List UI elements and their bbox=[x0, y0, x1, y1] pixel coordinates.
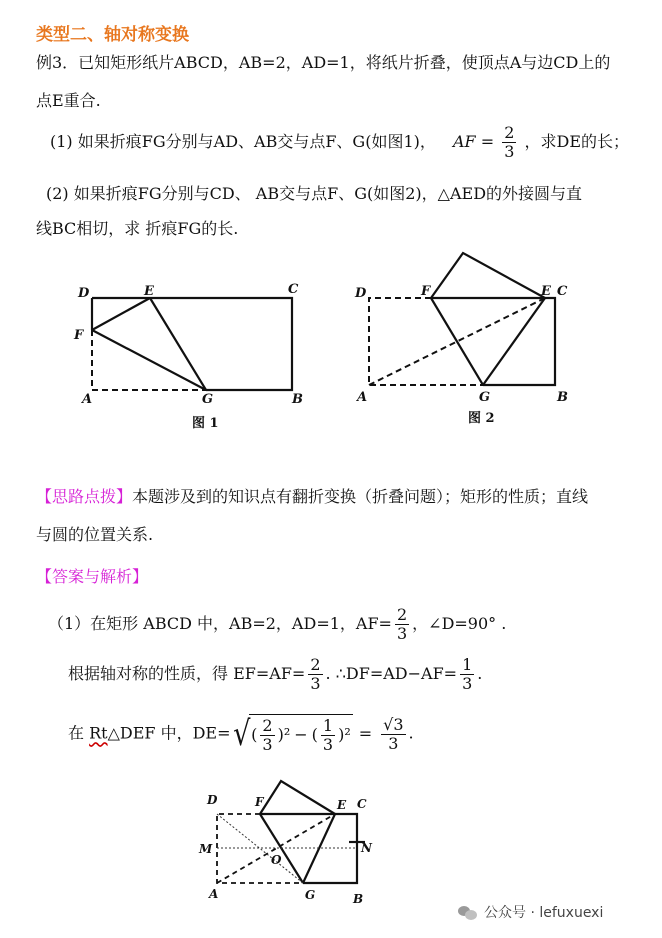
solution-line-2 bbox=[68, 656, 482, 693]
fraction-numerator: 2 bbox=[396, 605, 408, 624]
fraction-denominator: 3 bbox=[322, 735, 334, 754]
fig1-rect-solid bbox=[92, 298, 292, 390]
fraction-denominator: 3 bbox=[310, 674, 321, 693]
solution-3-open-1: ( bbox=[251, 725, 258, 744]
fig3-label-c: C bbox=[357, 797, 367, 811]
fraction-denominator: 3 bbox=[504, 142, 515, 161]
solution-3-square-1: )² bbox=[277, 725, 291, 744]
fraction-numerator: 2 bbox=[310, 655, 321, 674]
fig1-label-a: A bbox=[82, 392, 93, 407]
fig2-folded-flap bbox=[431, 253, 545, 298]
fig3-label-o: O bbox=[271, 853, 282, 867]
fig1-label-f: F bbox=[74, 328, 84, 343]
fig2-caption: 图 2 bbox=[468, 411, 495, 426]
solution-1-fraction bbox=[395, 606, 409, 643]
fraction-numerator: √3 bbox=[383, 714, 404, 734]
fig2-label-g: G bbox=[479, 390, 491, 405]
fraction-numerator: 2 bbox=[504, 123, 515, 142]
fig1-caption: 图 1 bbox=[192, 416, 219, 431]
solution-2-fraction-1 bbox=[308, 656, 322, 693]
question-1-suffix: ，求DE的长； bbox=[524, 132, 630, 151]
solution-line-3 bbox=[68, 714, 414, 754]
fig3-label-f: F bbox=[255, 795, 264, 809]
solution-3-open-2: ( bbox=[311, 725, 318, 744]
hint-text-1: 本题涉及到的知识点有翻折变换（折叠问题）；矩形的性质；直线 bbox=[132, 487, 589, 506]
solution-3-equals: = bbox=[358, 723, 373, 743]
solution-3-prefix-2: △DEF 中，DE= bbox=[107, 723, 231, 743]
fraction-denominator: 3 bbox=[388, 733, 399, 753]
fig1-label-e: E bbox=[144, 284, 154, 299]
solution-2-fraction-2 bbox=[460, 656, 474, 693]
fig2-dashed-outline bbox=[369, 298, 483, 385]
fig3-label-e: E bbox=[337, 798, 347, 812]
fraction-denominator: 3 bbox=[462, 674, 473, 693]
solution-2-mid: . ∴DF=AD−AF= bbox=[325, 664, 458, 683]
solution-3-result-fraction bbox=[381, 716, 405, 753]
fig1-label-g: G bbox=[202, 392, 214, 407]
fig3-label-d: D bbox=[207, 793, 218, 807]
fig1-label-b: B bbox=[292, 392, 303, 407]
problem-line-2: 点E重合. bbox=[36, 91, 101, 110]
fig3-label-g: G bbox=[305, 888, 316, 902]
solution-3-prefix-1: 在 bbox=[68, 723, 90, 743]
solution-3-fraction-b bbox=[321, 717, 335, 754]
question-1-fraction bbox=[502, 124, 516, 161]
fraction-denominator: 3 bbox=[396, 624, 408, 643]
hint-line-1 bbox=[36, 486, 588, 508]
fig3-label-a: A bbox=[209, 887, 219, 901]
section-title: 类型二、轴对称变换 bbox=[36, 25, 189, 45]
fig1-label-d: D bbox=[78, 286, 90, 301]
sqrt-radical: √ bbox=[232, 714, 251, 754]
fig2-label-f: F bbox=[421, 284, 431, 299]
solution-2-prefix: 根据轴对称的性质，得 EF=AF= bbox=[68, 664, 306, 683]
fraction-numerator: 2 bbox=[262, 716, 273, 735]
solution-3-suffix: . bbox=[408, 723, 414, 743]
sqrt-radicand bbox=[249, 714, 353, 754]
question-1-var: AF = bbox=[452, 132, 495, 151]
fig2-label-d: D bbox=[355, 286, 367, 301]
solution-line-1 bbox=[48, 606, 506, 643]
fig2-segment-fg bbox=[431, 298, 483, 385]
fig3-label-n: N bbox=[361, 841, 372, 855]
solution-1-prefix: （1）在矩形 ABCD 中，AB=2，AD=1，AF= bbox=[48, 614, 392, 633]
question-2-line-1: (2) 如果折痕FG分别与CD、 AB交与点F、G(如图2)，△AED的外接圆与直 bbox=[46, 184, 583, 203]
solution-1-suffix: ，∠D=90° . bbox=[412, 614, 507, 633]
question-1-prefix: (1) 如果折痕FG分别与AD、AB交与点F、G(如图1)， bbox=[50, 132, 436, 151]
answer-label: 【答案与解析】 bbox=[36, 567, 149, 586]
wechat-icon bbox=[458, 904, 478, 920]
figure-2 bbox=[345, 245, 585, 435]
figure-3 bbox=[195, 778, 385, 913]
fig2-label-e: E bbox=[541, 284, 551, 299]
figure-1 bbox=[70, 275, 310, 440]
watermark bbox=[458, 902, 603, 922]
fraction-denominator: 3 bbox=[262, 735, 273, 754]
solution-2-suffix: . bbox=[477, 664, 483, 683]
question-1 bbox=[50, 124, 629, 161]
solution-3-minus: − bbox=[294, 725, 308, 744]
fig3-label-b: B bbox=[353, 892, 364, 906]
fig1-label-c: C bbox=[288, 282, 299, 297]
fraction-numerator: 1 bbox=[462, 655, 473, 674]
fig2-label-a: A bbox=[357, 390, 368, 405]
fig2-segment-eg bbox=[483, 298, 545, 385]
watermark-text: 公众号 · lefuxuexi bbox=[484, 905, 604, 921]
fig2-label-b: B bbox=[557, 390, 568, 405]
fig2-label-c: C bbox=[557, 284, 568, 299]
fig3-label-m: M bbox=[199, 842, 213, 856]
solution-3-fraction-a bbox=[260, 717, 274, 754]
fraction-numerator: 1 bbox=[322, 716, 334, 735]
problem-line-1: 例3．已知矩形纸片ABCD，AB=2，AD=1，将纸片折叠，使顶点A与边CD上的 bbox=[36, 53, 611, 72]
solution-3-square-2: )² bbox=[338, 725, 351, 744]
solution-3-rt: Rt bbox=[89, 723, 108, 743]
question-2-line-2: 线BC相切，求 折痕FG的长. bbox=[36, 219, 239, 238]
fig1-segment-fe bbox=[92, 298, 150, 330]
hint-label: 【思路点拨】 bbox=[36, 487, 133, 506]
hint-line-2: 与圆的位置关系. bbox=[36, 525, 154, 544]
fig3-folded-flap bbox=[260, 781, 335, 814]
